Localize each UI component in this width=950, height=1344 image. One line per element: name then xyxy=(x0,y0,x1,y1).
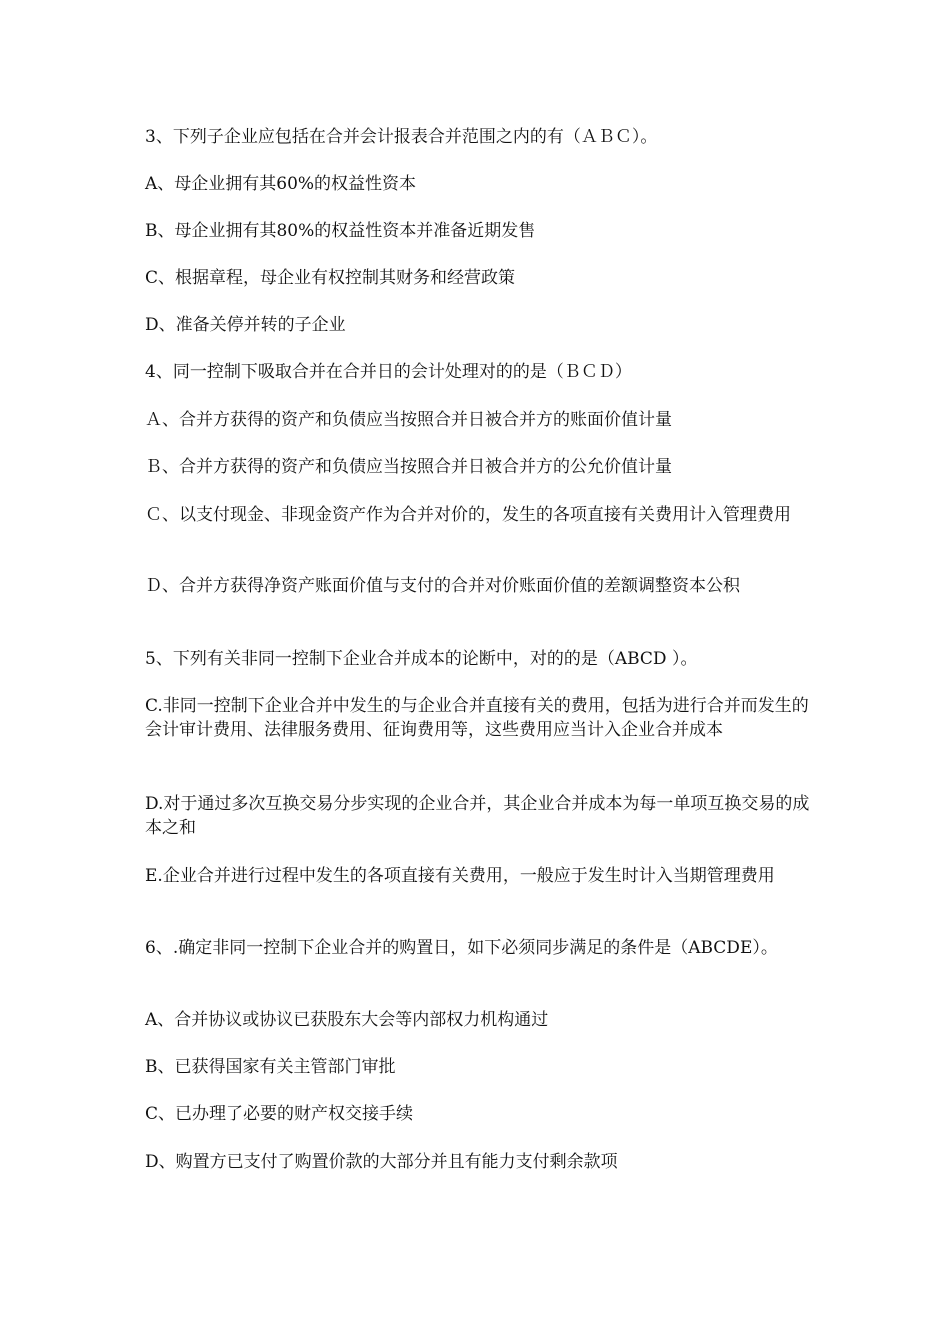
question-3-option-c: C、根据章程，母企业有权控制其财务和经营政策 xyxy=(145,268,516,288)
question-6-option-a: A、合并协议或协议已获股东大会等内部权力机构通过 xyxy=(145,1010,549,1030)
question-4-option-b: Ｂ、合并方获得的资产和负债应当按照合并日被合并方的公允价值计量 xyxy=(145,457,672,477)
question-6: 6、.确定非同一控制下企业合并的购置日，如下必须同步满足的条件是（ABCDE）。 xyxy=(145,938,778,958)
question-4-option-d: Ｄ、合并方获得净资产账面价值与支付的合并对价账面价值的差额调整资本公积 xyxy=(145,576,740,596)
question-4-option-a: Ａ、合并方获得的资产和负债应当按照合并日被合并方的账面价值计量 xyxy=(145,410,672,430)
question-5: 5、下列有关非同一控制下企业合并成本的论断中，对的的是（ABCD ）。 xyxy=(145,649,698,669)
question-6-option-b: B、已获得国家有关主管部门审批 xyxy=(145,1057,396,1077)
question-3-option-d: D、准备关停并转的子企业 xyxy=(145,315,346,335)
question-3: 3、下列子企业应包括在合并会计报表合并范围之内的有（ＡＢＣ）。 xyxy=(145,127,658,147)
question-6-option-d: D、购置方已支付了购置价款的大部分并且有能力支付剩余款项 xyxy=(145,1152,618,1172)
question-5-option-c: C.非同一控制下企业合并中发生的与企业合并直接有关的费用，包括为进行合并而发生的会计审计费用、法律服务费用、征询费用等，这些费用应当计入企业合并成本 xyxy=(145,696,809,740)
question-6-option-c: C、已办理了必要的财产权交接手续 xyxy=(145,1104,414,1124)
question-4-option-c: Ｃ、以支付现金、非现金资产作为合并对价的，发生的各项直接有关费用计入管理费用 xyxy=(145,505,791,525)
question-3-option-b: B、母企业拥有其80%的权益性资本并准备近期发售 xyxy=(145,221,536,241)
question-5-option-e: E.企业合并进行过程中发生的各项直接有关费用，一般应于发生时计入当期管理费用 xyxy=(145,866,775,886)
question-4: 4、同一控制下吸取合并在合并日的会计处理对的的是（ＢＣＤ） xyxy=(145,362,632,382)
question-5-option-d: D.对于通过多次互换交易分步实现的企业合并，其企业合并成本为每一单项互换交易的成本之和 xyxy=(145,794,810,838)
question-3-option-a: A、母企业拥有其60%的权益性资本 xyxy=(145,174,417,194)
